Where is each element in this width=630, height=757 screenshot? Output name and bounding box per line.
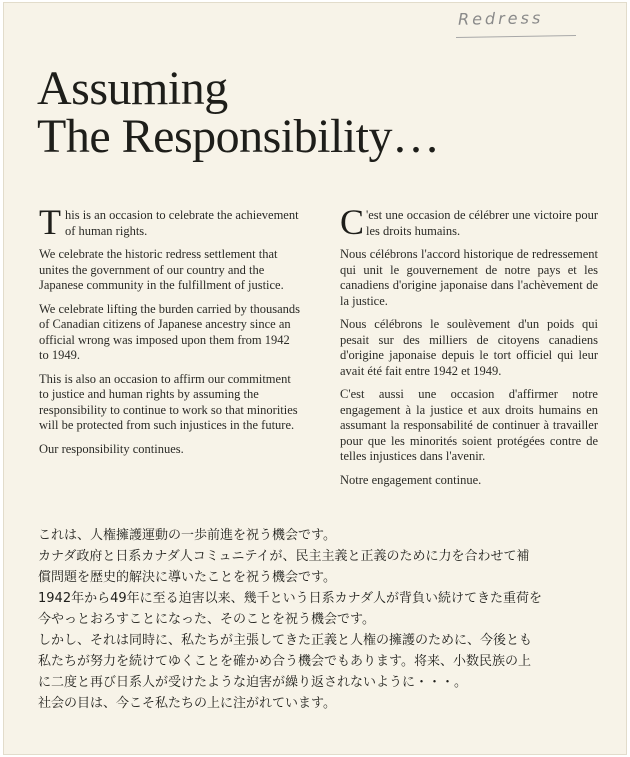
japanese-section xyxy=(38,525,608,714)
english-dropcap: T xyxy=(39,202,61,242)
english-paragraph-4: This is also an occasion to affirm our commitment to justice and human rights by assuming the responsibility to continue to work so that minorities will be protected from such injustices in the future. xyxy=(39,371,298,432)
japanese-line-4: 1942年から49年に至る迫害以来、幾千という日系カナダ人が背負い続けてきた重荷を xyxy=(38,591,542,606)
title-line-2: The Responsibility… xyxy=(37,110,440,163)
english-paragraph-2: We celebrate the historic redress settlement that unites the government of our country and the Japanese community in the fulfillment of justice. xyxy=(39,247,284,292)
japanese-line-3: 償問題を歴史的解決に導いたことを祝う機会です。 xyxy=(38,570,336,585)
japanese-line-2: カナダ政府と日系カナダ人コミュニテイが、民主主義と正義のために力を合わせて補 xyxy=(38,549,530,564)
japanese-line-6: しかし、それは同時に、私たちが主張してきた正義と人権の擁護のために、今後とも xyxy=(38,633,533,648)
handwritten-note: Redress xyxy=(457,8,544,29)
french-paragraph-1 xyxy=(340,202,598,242)
english-paragraph-3: We celebrate lifting the burden carried by thousands of Canadian citizens of Japanese ancestry since an official wrong was imposed upon them from 1942 to 1949. xyxy=(39,301,301,362)
japanese-line-5: 今やっとおろすことになった、そのことを祝う機会です。 xyxy=(38,612,375,627)
japanese-line-8: に二度と再び日系人が受けたような迫害が繰り返されないように・・・。 xyxy=(38,675,468,690)
french-paragraph-4: C'est aussi une occasion d'affirmer notre engagement à la justice et aux droits humains en assumant la responsabilité de continuer à travailler pour que les minorités soient protégées contre de telles injustices dans l'avenir. xyxy=(340,387,598,463)
japanese-line-9: 社会の目は、今こそ私たちの上に注がれています。 xyxy=(38,696,336,711)
french-dropcap: C xyxy=(340,202,365,242)
english-column xyxy=(39,202,301,465)
english-paragraph-1 xyxy=(39,202,301,242)
french-paragraph-2: Nous célébrons l'accord historique de redressement qui unit le gouvernement de notre pays et les canadiens d'origine japonaise dans l'achèvement de la justice. xyxy=(340,247,598,308)
french-paragraph-3: Nous célébrons le soulèvement d'un poids qui pesait sur des milliers de citoyens canadiens d'origine japonaise depuis le tort officiel qui leur avait été fait entre 1942 et 1949. xyxy=(340,317,598,378)
handwritten-underline xyxy=(456,35,576,38)
french-paragraph-5: Notre engagement continue. xyxy=(340,472,482,487)
document-page xyxy=(3,2,627,755)
french-column xyxy=(340,202,598,496)
english-paragraph-5: Our responsibility continues. xyxy=(39,441,184,456)
title-line-1: Assuming xyxy=(37,62,228,115)
french-paragraph-1-text: 'est une occasion de célébrer une victoire pour les droits humains. xyxy=(366,208,598,238)
english-paragraph-1-text: his is an occasion to celebrate the achievement of human rights. xyxy=(65,208,299,238)
japanese-line-1: これは、人権擁護運動の一歩前進を祝う機会です。 xyxy=(38,528,336,543)
japanese-line-7: 私たちが努力を続けてゆくことを確かめ合う機会でもあります。将来、小数民族の上 xyxy=(38,654,531,669)
page-title xyxy=(37,62,440,163)
